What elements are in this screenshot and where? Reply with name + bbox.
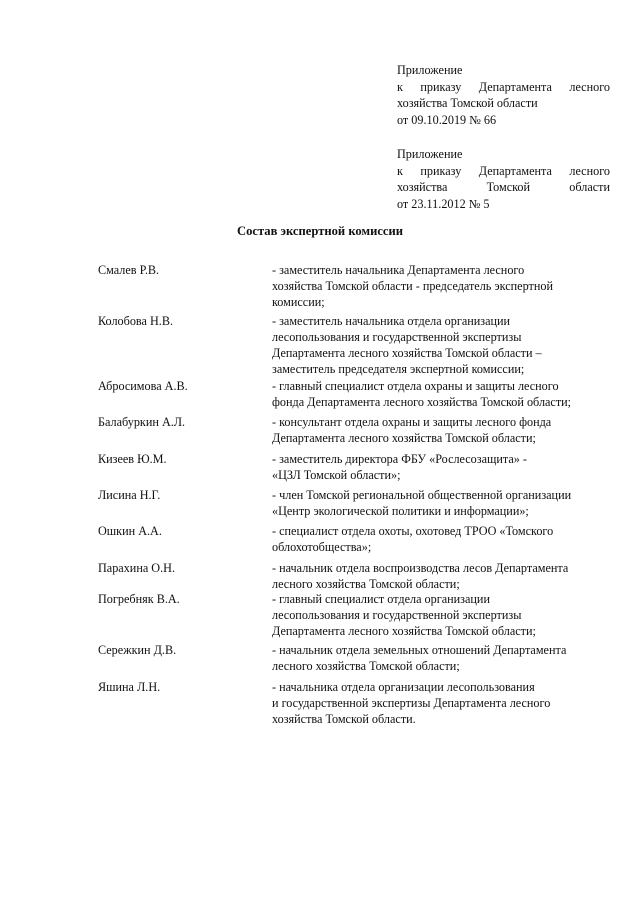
member-duty bbox=[272, 591, 592, 639]
order-reference-line: к приказу Департамента лесного bbox=[397, 163, 610, 178]
duty-line: - начальник отдела земельных отношений Департамента bbox=[272, 643, 567, 657]
appendix-header-2012 bbox=[397, 146, 610, 212]
member-name: Ошкин А.А. bbox=[98, 524, 162, 538]
member-duty bbox=[272, 262, 592, 310]
duty-line: Департамента лесного хозяйства Томской области; bbox=[272, 624, 536, 639]
duty-line: - начальника отдела организации лесопользования bbox=[272, 680, 535, 694]
duty-line: лесного хозяйства Томской области; bbox=[272, 577, 460, 592]
member-name: Парахина О.Н. bbox=[98, 561, 176, 575]
department-line: хозяйства Томской области bbox=[397, 180, 610, 194]
member-name: Кизеев Ю.М. bbox=[98, 452, 167, 466]
duty-line: облохотобщества»; bbox=[272, 540, 372, 555]
duty-line: - заместитель начальника Департамента лесного bbox=[272, 263, 525, 277]
member-duty bbox=[272, 487, 592, 519]
appendix-label: Приложение bbox=[397, 63, 463, 77]
duty-line: и государственной экспертизы Департамента лесного bbox=[272, 696, 551, 711]
duty-line: лесопользования и государственной экспертизы bbox=[272, 608, 522, 623]
member-name: Погребняк В.А. bbox=[98, 592, 180, 606]
member-duty bbox=[272, 679, 592, 727]
member-duty bbox=[272, 451, 592, 483]
member-duty bbox=[272, 642, 592, 674]
member-name: Колобова Н.В. bbox=[98, 314, 173, 328]
member-duty bbox=[272, 378, 592, 410]
duty-line: хозяйства Томской области. bbox=[272, 712, 416, 727]
duty-line: - главный специалист отдела организации bbox=[272, 592, 490, 606]
member-name: Балабуркин А.Л. bbox=[98, 415, 186, 429]
duty-line: комиссии; bbox=[272, 295, 325, 310]
duty-line: - заместитель директора ФБУ «Рослесозащита» - bbox=[272, 452, 527, 466]
duty-line: - консультант отдела охраны и защиты лесного фонда bbox=[272, 415, 552, 429]
member-duty bbox=[272, 560, 592, 592]
duty-line: - специалист отдела охоты, охотовед ТРОО «Томского bbox=[272, 524, 554, 538]
duty-line: - начальник отдела воспроизводства лесов Департамента bbox=[272, 561, 569, 575]
order-date-number: от 09.10.2019 № 66 bbox=[397, 112, 497, 127]
document-title: Состав экспертной комиссии bbox=[236, 224, 404, 238]
duty-line: - главный специалист отдела охраны и защиты лесного bbox=[272, 379, 559, 393]
member-name: Смалев Р.В. bbox=[98, 263, 160, 277]
member-name: Лисина Н.Г. bbox=[98, 488, 161, 502]
appendix-header-2019 bbox=[397, 62, 610, 128]
duty-line: хозяйства Томской области - председатель экспертной bbox=[272, 279, 553, 294]
member-name: Сережкин Д.В. bbox=[98, 643, 177, 657]
duty-line: - член Томской региональной общественной организации bbox=[272, 488, 572, 502]
appendix-label: Приложение bbox=[397, 147, 463, 161]
order-reference-line: к приказу Департамента лесного bbox=[397, 79, 610, 94]
member-duty bbox=[272, 313, 592, 377]
duty-line: Департамента лесного хозяйства Томской области; bbox=[272, 431, 536, 446]
department-line: хозяйства Томской области bbox=[397, 96, 538, 110]
duty-line: «ЦЗЛ Томской области»; bbox=[272, 468, 401, 483]
member-name: Абросимова А.В. bbox=[98, 379, 188, 393]
member-duty bbox=[272, 523, 592, 555]
duty-line: лесного хозяйства Томской области; bbox=[272, 659, 460, 674]
duty-line: лесопользования и государственной экспертизы bbox=[272, 330, 522, 345]
duty-line: «Центр экологической политики и информации»; bbox=[272, 504, 529, 519]
duty-line: заместитель председателя экспертной комиссии; bbox=[272, 362, 525, 377]
member-duty bbox=[272, 414, 592, 446]
member-name: Яшина Л.Н. bbox=[98, 680, 161, 694]
duty-line: фонда Департамента лесного хозяйства Томской области; bbox=[272, 395, 572, 410]
duty-line: - заместитель начальника отдела организации bbox=[272, 314, 511, 328]
order-date-number: от 23.11.2012 № 5 bbox=[397, 196, 490, 211]
duty-line: Департамента лесного хозяйства Томской области – bbox=[272, 346, 542, 361]
